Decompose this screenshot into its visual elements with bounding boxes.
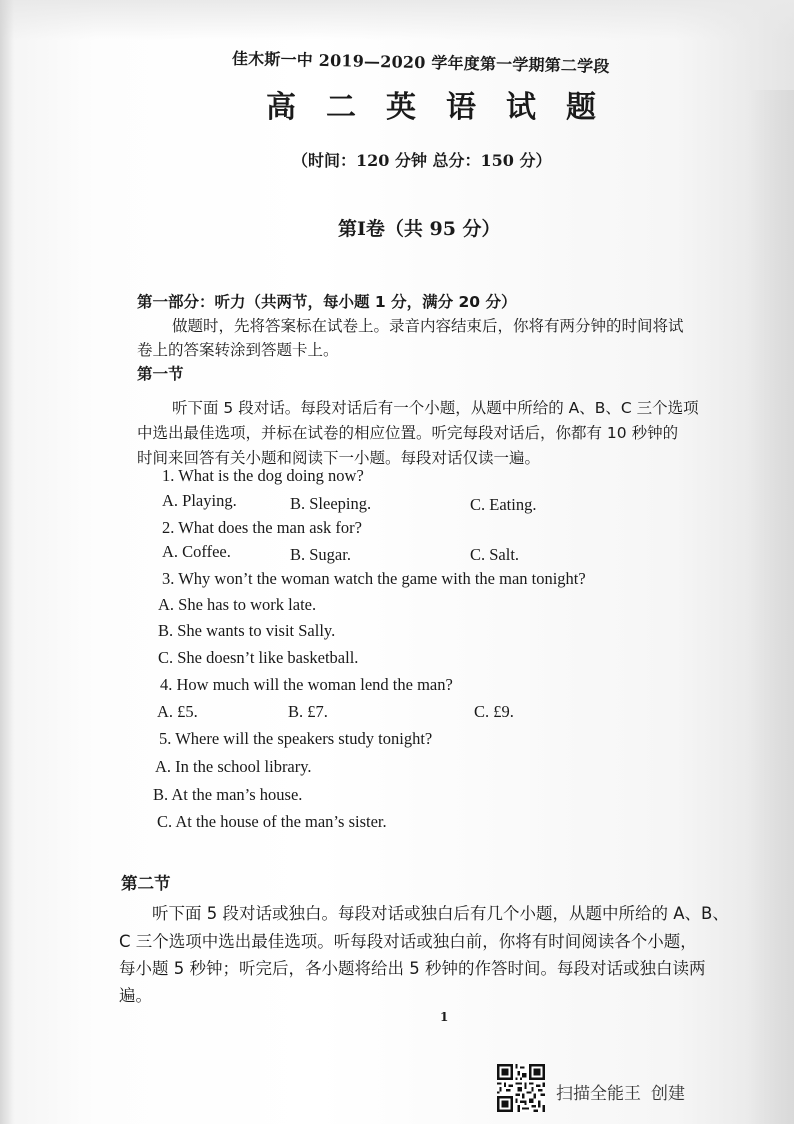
question-5-option-b: B. At the man’s house. (153, 785, 303, 804)
scan-shadow-left (0, 0, 14, 1124)
question-5-stem: 5. Where will the speakers study tonight? (159, 729, 433, 748)
question-1-option-c: C. Eating. (470, 495, 537, 514)
question-3-stem: 3. Why won’t the woman watch the game with the man tonight? (162, 569, 586, 588)
question-2-option-b: B. Sugar. (290, 545, 351, 564)
question-2-option-c: C. Salt. (470, 545, 520, 564)
question-5-option-c: C. At the house of the man’s sister. (157, 812, 387, 831)
question-1-stem: 1. What is the dog doing now? (162, 466, 364, 485)
question-4-option-a: A. £5. (157, 702, 198, 721)
scanner-watermark (556, 1079, 695, 1104)
question-3-option-a: A. She has to work late. (158, 595, 317, 614)
scan-shadow-top (0, 0, 794, 40)
exam-time-score: （时间：120 分钟 总分：150 分） (292, 151, 552, 170)
question-3-option-c: C. She doesn’t like basketball. (158, 648, 359, 667)
page-number: 1 (440, 1010, 449, 1024)
section1-heading: 第一节 (137, 365, 184, 383)
section1-instruction-line-2: 中选出最佳选项，并标在试卷的相应位置。听完每段对话后，你都有 10 秒钟的 (137, 424, 679, 442)
part1-instruction-line-1: 做题时，先将答案标在试卷上。录音内容结束后，你将有两分钟的时间将试 (172, 317, 684, 335)
scan-shadow-right (748, 90, 794, 1124)
section2-instruction-line-4: 遍。 (119, 986, 152, 1005)
scanner-app-name: 扫描全能王 (556, 1084, 641, 1104)
question-4-stem: 4. How much will the woman lend the man? (160, 675, 453, 694)
question-4-option-c: C. £9. (474, 702, 514, 721)
section1-instruction-line-3: 时间来回答有关小题和阅读下一小题。每段对话仅读一遍。 (137, 449, 541, 467)
part1-heading: 第一部分：听力（共两节，每小题 1 分，满分 20 分） (137, 293, 517, 311)
scanner-action: 创建 (651, 1084, 685, 1104)
section2-instruction-line-1: 听下面 5 段对话或独白。每段对话或独白后有几个小题，从题中所给的 A、B、 (152, 904, 729, 923)
section2-heading: 第二节 (121, 874, 171, 893)
section1-instruction-line-1: 听下面 5 段对话。每段对话后有一个小题，从题中所给的 A、B、C 三个选项 (172, 399, 699, 417)
question-3-option-b: B. She wants to visit Sally. (158, 621, 336, 640)
question-4-option-b: B. £7. (288, 702, 328, 721)
section2-instruction-line-3: 每小题 5 秒钟；听完后，各小题将给出 5 秒钟的作答时间。每段对话或独白读两 (119, 959, 706, 978)
question-2-stem: 2. What does the man ask for? (162, 518, 362, 537)
exam-title: 高二英语试题 (266, 90, 626, 125)
question-5-option-a: A. In the school library. (155, 757, 312, 776)
volume-heading: 第Ⅰ卷（共 95 分） (338, 218, 501, 240)
part1-instruction-line-2: 卷上的答案转涂到答题卡上。 (137, 341, 339, 359)
question-2-option-a: A. Coffee. (162, 542, 231, 561)
question-1-option-b: B. Sleeping. (290, 494, 372, 513)
question-1-option-a: A. Playing. (162, 491, 237, 510)
section2-instruction-line-2: C 三个选项中选出最佳选项。听每段对话或独白前，你将有时间阅读各个小题， (119, 932, 697, 951)
school-term-line: 佳木斯一中 2019—2020 学年度第一学期第二学段 (231, 49, 610, 76)
qr-code-icon (497, 1064, 545, 1112)
